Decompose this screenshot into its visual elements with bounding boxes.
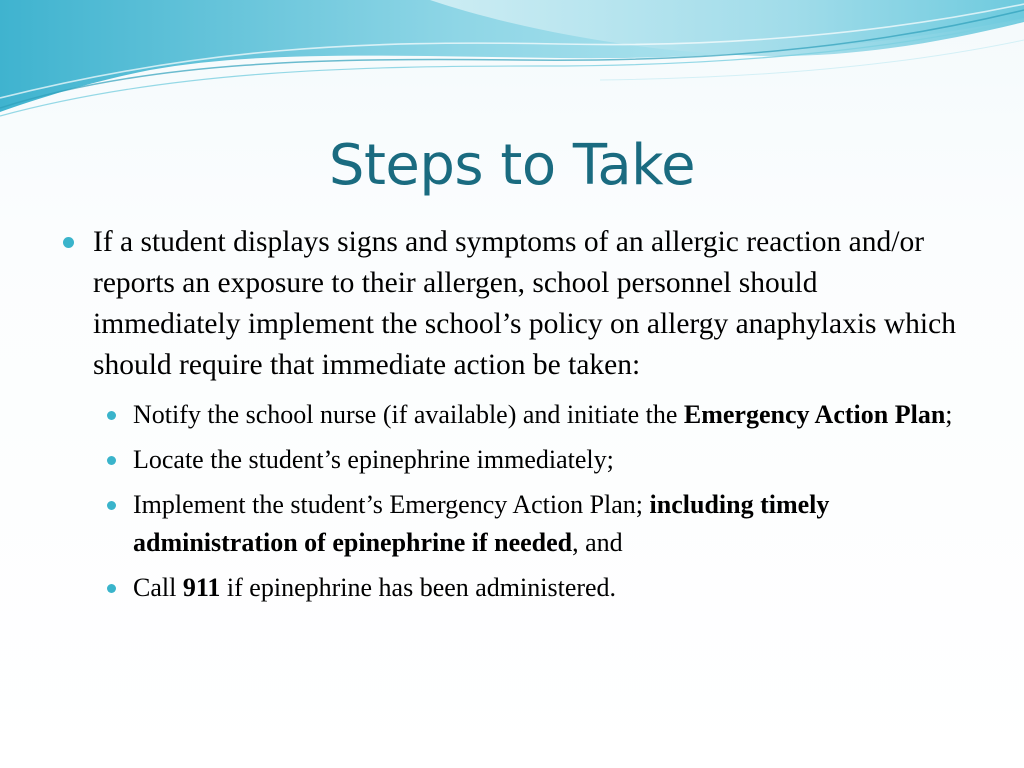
bullet-dot-icon	[107, 584, 116, 593]
slide-body	[62, 222, 972, 614]
sub-bullet-bold-text: Emergency Action Plan	[683, 400, 946, 429]
sub-bullet-item	[103, 569, 972, 607]
header-wave-decoration	[0, 0, 1024, 130]
bullet-dot-icon	[107, 456, 116, 465]
bullet-dot-icon	[107, 501, 116, 510]
sub-bullet-text: Notify the school nurse (if available) and initiate the	[133, 400, 684, 429]
bullet-dot-icon	[107, 411, 116, 420]
sub-bullet-text: if epinephrine has been administered.	[220, 573, 617, 602]
sub-bullet-text: Locate the student’s epinephrine immediately;	[133, 445, 614, 474]
slide-title: Steps to Take	[328, 133, 696, 198]
sub-bullet-item	[103, 396, 972, 434]
sub-bullet-item	[103, 486, 972, 562]
sub-bullet-list	[62, 396, 972, 607]
sub-bullet-item	[103, 441, 972, 479]
main-bullet-item	[62, 222, 972, 386]
sub-bullet-text: Implement the student’s Emergency Action Plan;	[133, 490, 650, 519]
sub-bullet-text: ;	[945, 400, 953, 429]
sub-bullet-text: Call	[133, 573, 183, 602]
sub-bullet-bold-text: including timely administration of epinephrine if needed	[133, 490, 830, 557]
main-bullet-text: If a student displays signs and symptoms of an allergic reaction and/or reports an exposure to their allergen, school personnel should immediately implement the school’s policy on allergy anaphylaxis which should require that immediate action be taken:	[93, 226, 956, 381]
sub-bullet-text: , and	[572, 528, 623, 557]
sub-bullet-bold-text: 911	[182, 573, 221, 602]
bullet-dot-icon	[63, 237, 74, 248]
